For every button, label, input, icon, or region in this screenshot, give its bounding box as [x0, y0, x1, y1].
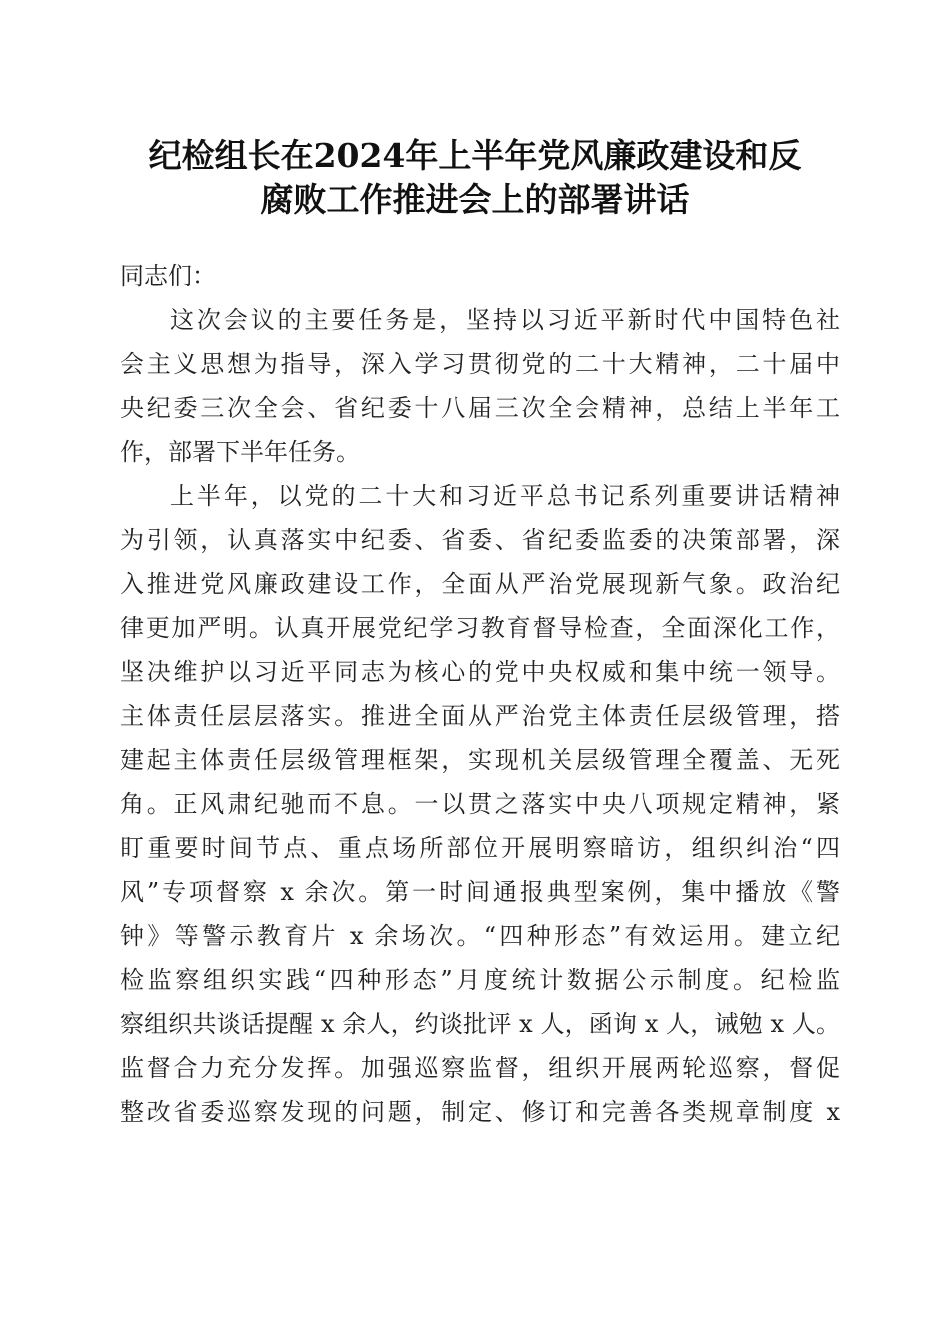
- text-line: 整改省委巡察发现的问题，制定、修订和完善各类规章制度 x: [120, 1098, 840, 1126]
- document-body: [120, 254, 840, 1134]
- salutation: 同志们：: [120, 262, 216, 290]
- document-title: [100, 134, 850, 222]
- text-line: 会主义思想为指导，深入学习贯彻党的二十大精神，二十届中: [120, 350, 840, 378]
- text-line: 主体责任层层落实。推进全面从严治党主体责任层级管理，搭: [120, 702, 840, 730]
- text-line: 为引领，认真落实中纪委、省委、省纪委监委的决策部署，深: [120, 526, 840, 554]
- text-line: 上半年，以党的二十大和习近平总书记系列重要讲话精神: [170, 482, 840, 510]
- text-line: 入推进党风廉政建设工作，全面从严治党展现新气象。政治纪: [120, 570, 840, 598]
- text-line: 检监察组织实践“四种形态”月度统计数据公示制度。纪检监: [120, 966, 840, 994]
- title-line: 腐败工作推进会上的部署讲话: [260, 180, 690, 219]
- text-line: 钟》等警示教育片 x 余场次。“四种形态”有效运用。建立纪: [120, 922, 840, 950]
- title-line: 纪检组长在2024年上半年党风廉政建设和反: [148, 136, 802, 175]
- text-line: 央纪委三次全会、省纪委十八届三次全会精神，总结上半年工: [120, 394, 840, 422]
- text-line: 律更加严明。认真开展党纪学习教育督导检查，全面深化工作，: [120, 614, 840, 642]
- paragraph-1: [120, 298, 840, 474]
- text-line: 作，部署下半年任务。: [120, 438, 360, 466]
- text-line: 盯重要时间节点、重点场所部位开展明察暗访，组织纠治“四: [120, 834, 840, 862]
- text-line: 察组织共谈话提醒 x 余人，约谈批评 x 人，函询 x 人，诫勉 x 人。: [120, 1010, 840, 1038]
- text-line: 监督合力充分发挥。加强巡察监督，组织开展两轮巡察，督促: [120, 1054, 840, 1082]
- text-line: 风”专项督察 x 余次。第一时间通报典型案例，集中播放《警: [120, 878, 840, 906]
- text-line: 坚决维护以习近平同志为核心的党中央权威和集中统一领导。: [120, 658, 840, 686]
- text-line: 建起主体责任层级管理框架，实现机关层级管理全覆盖、无死: [120, 746, 840, 774]
- text-line: 这次会议的主要任务是，坚持以习近平新时代中国特色社: [170, 306, 840, 334]
- text-line: 角。正风肃纪驰而不息。一以贯之落实中央八项规定精神，紧: [120, 790, 840, 818]
- paragraph-2: [120, 474, 840, 1134]
